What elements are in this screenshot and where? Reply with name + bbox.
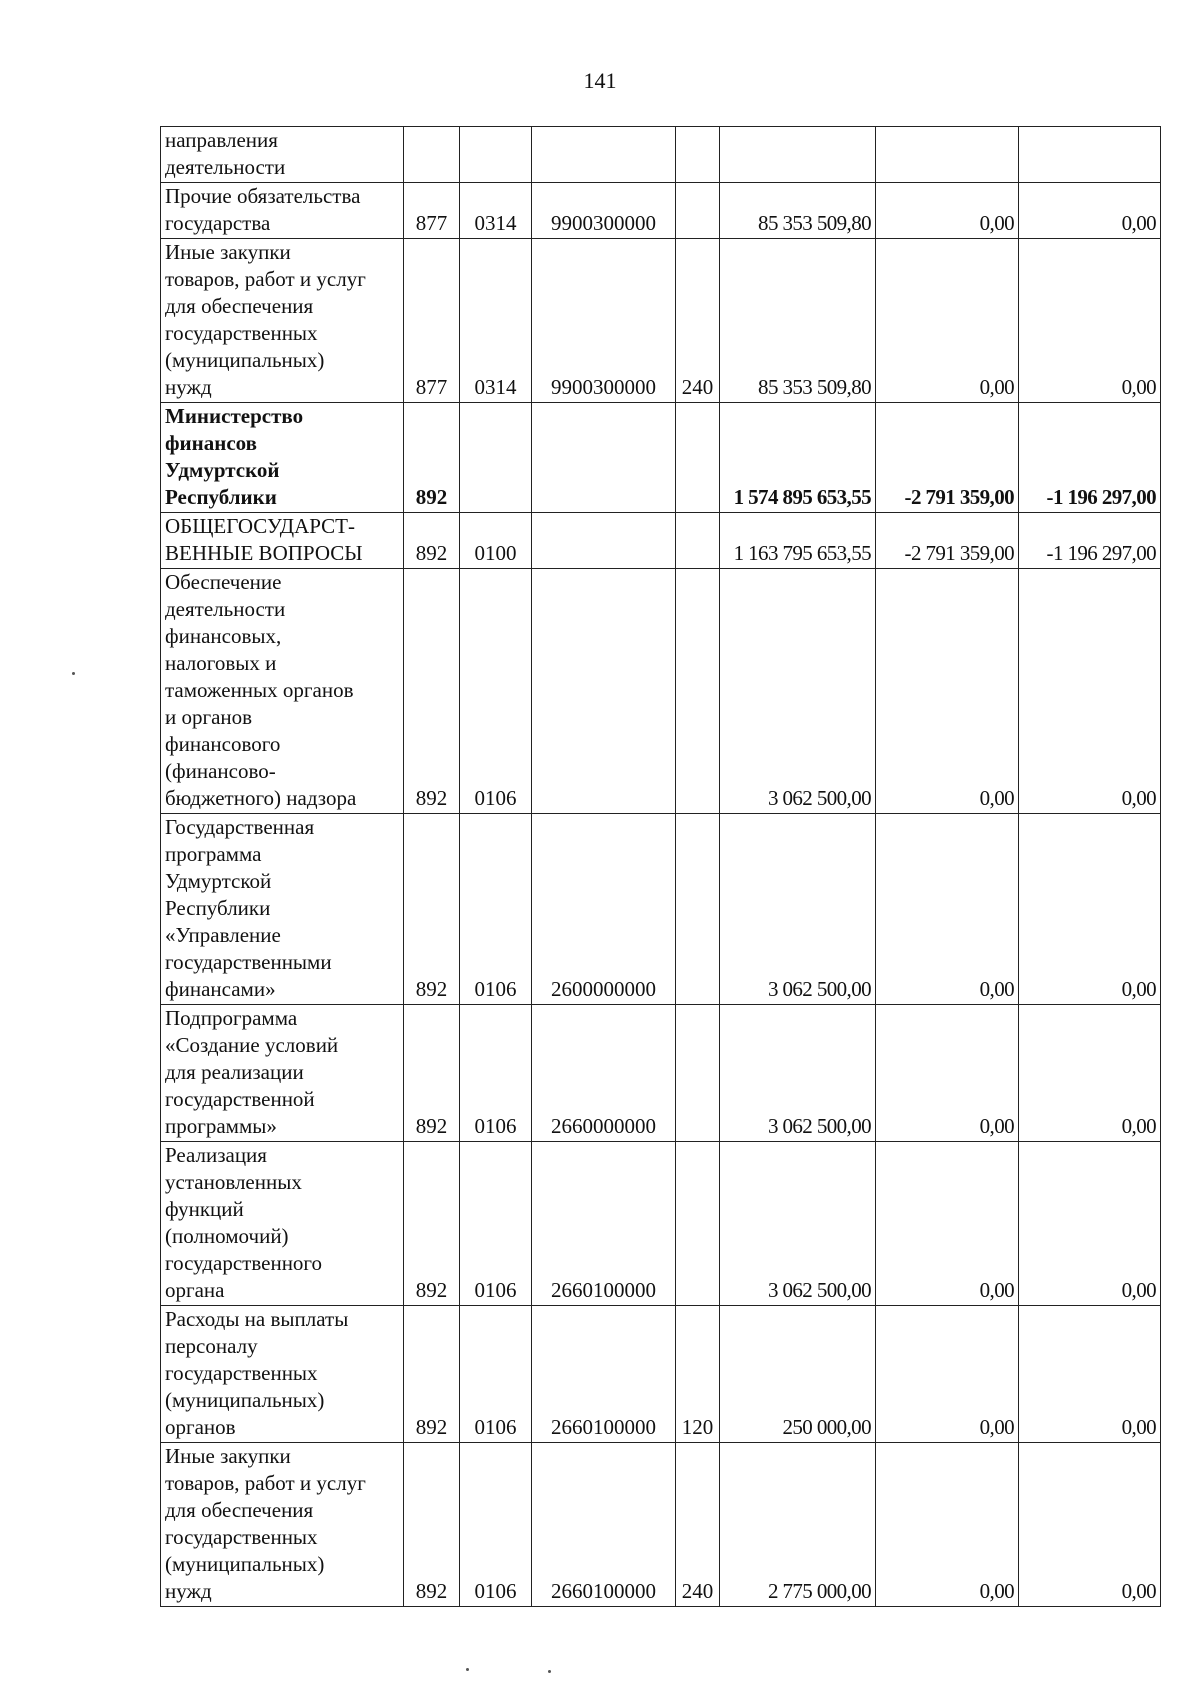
- page-number: 141: [583, 68, 617, 93]
- ministry-code: 892: [404, 513, 460, 569]
- target-article-code: 2660100000: [532, 1306, 676, 1443]
- row-name: Обеспечение деятельности финансовых, налоговых и таможенных органов и органов финансового (финансово- бюджетного) надзора: [161, 569, 404, 814]
- scan-artifact: [72, 672, 75, 675]
- target-article-code: [532, 569, 676, 814]
- target-article-code: 2660000000: [532, 1005, 676, 1142]
- amount-2: -2 791 359,00: [876, 513, 1019, 569]
- row-name: Иные закупки товаров, работ и услуг для обеспечения государственных (муниципальных) нужд: [161, 239, 404, 403]
- target-article-code: [532, 127, 676, 183]
- section-code: 0106: [460, 1306, 532, 1443]
- amount-3: 0,00: [1019, 1142, 1161, 1306]
- ministry-code: 892: [404, 1443, 460, 1607]
- amount-3: -1 196 297,00: [1019, 403, 1161, 513]
- target-article-code: [532, 513, 676, 569]
- row-name: Прочие обязательства государства: [161, 183, 404, 239]
- amount-1: 3 062 500,00: [720, 1005, 876, 1142]
- ministry-code: 892: [404, 569, 460, 814]
- target-article-code: 2660100000: [532, 1142, 676, 1306]
- ministry-code: 892: [404, 1005, 460, 1142]
- amount-3: 0,00: [1019, 814, 1161, 1005]
- table-row: [161, 1142, 1161, 1306]
- table-row: [161, 239, 1161, 403]
- ministry-code: 892: [404, 814, 460, 1005]
- section-code: [460, 403, 532, 513]
- amount-2: 0,00: [876, 183, 1019, 239]
- expense-type-code: [676, 127, 720, 183]
- row-name: Министерство финансов Удмуртской Республики: [161, 403, 404, 513]
- row-name: ОБЩЕГОСУДАРСТ- ВЕННЫЕ ВОПРОСЫ: [161, 513, 404, 569]
- section-code: 0314: [460, 239, 532, 403]
- amount-1: 3 062 500,00: [720, 1142, 876, 1306]
- table-row: [161, 1443, 1161, 1607]
- amount-1: 1 574 895 653,55: [720, 403, 876, 513]
- amount-3: 0,00: [1019, 569, 1161, 814]
- row-name: направления деятельности: [161, 127, 404, 183]
- expense-type-code: [676, 513, 720, 569]
- target-article-code: 9900300000: [532, 239, 676, 403]
- section-code: 0106: [460, 814, 532, 1005]
- ministry-code: [404, 127, 460, 183]
- section-code: 0314: [460, 183, 532, 239]
- table-row: [161, 814, 1161, 1005]
- ministry-code: 892: [404, 403, 460, 513]
- ministry-code: 892: [404, 1142, 460, 1306]
- expense-type-code: [676, 183, 720, 239]
- row-name: Государственная программа Удмуртской Республики «Управление государственными финансами»: [161, 814, 404, 1005]
- expense-type-code: [676, 403, 720, 513]
- amount-3: -1 196 297,00: [1019, 513, 1161, 569]
- amount-2: 0,00: [876, 239, 1019, 403]
- amount-1: 85 353 509,80: [720, 183, 876, 239]
- table-row: [161, 127, 1161, 183]
- table-row: [161, 513, 1161, 569]
- budget-table: [160, 126, 1161, 1607]
- amount-1: 3 062 500,00: [720, 569, 876, 814]
- ministry-code: 877: [404, 239, 460, 403]
- amount-2: 0,00: [876, 1005, 1019, 1142]
- expense-type-code: [676, 1005, 720, 1142]
- amount-2: 0,00: [876, 814, 1019, 1005]
- amount-1: 3 062 500,00: [720, 814, 876, 1005]
- row-name: Расходы на выплаты персоналу государственных (муниципальных) органов: [161, 1306, 404, 1443]
- expense-type-code: [676, 814, 720, 1005]
- section-code: 0100: [460, 513, 532, 569]
- expense-type-code: [676, 569, 720, 814]
- target-article-code: 2600000000: [532, 814, 676, 1005]
- table-row: [161, 403, 1161, 513]
- expense-type-code: 120: [676, 1306, 720, 1443]
- expense-type-code: [676, 1142, 720, 1306]
- amount-2: 0,00: [876, 569, 1019, 814]
- amount-2: -2 791 359,00: [876, 403, 1019, 513]
- amount-3: 0,00: [1019, 1443, 1161, 1607]
- target-article-code: 2660100000: [532, 1443, 676, 1607]
- amount-2: 0,00: [876, 1306, 1019, 1443]
- expense-type-code: 240: [676, 239, 720, 403]
- ministry-code: 892: [404, 1306, 460, 1443]
- table-row: [161, 1306, 1161, 1443]
- table-row: [161, 569, 1161, 814]
- row-name: Иные закупки товаров, работ и услуг для обеспечения государственных (муниципальных) нужд: [161, 1443, 404, 1607]
- scan-artifact: [548, 1670, 551, 1673]
- amount-1: 2 775 000,00: [720, 1443, 876, 1607]
- section-code: [460, 127, 532, 183]
- amount-3: 0,00: [1019, 183, 1161, 239]
- row-name: Подпрограмма «Создание условий для реализации государственной программы»: [161, 1005, 404, 1142]
- section-code: 0106: [460, 569, 532, 814]
- section-code: 0106: [460, 1443, 532, 1607]
- table-row: [161, 1005, 1161, 1142]
- amount-1: 250 000,00: [720, 1306, 876, 1443]
- row-name: Реализация установленных функций (полномочий) государственного органа: [161, 1142, 404, 1306]
- amount-1: [720, 127, 876, 183]
- section-code: 0106: [460, 1142, 532, 1306]
- amount-3: 0,00: [1019, 1005, 1161, 1142]
- ministry-code: 877: [404, 183, 460, 239]
- amount-3: 0,00: [1019, 1306, 1161, 1443]
- amount-3: [1019, 127, 1161, 183]
- target-article-code: 9900300000: [532, 183, 676, 239]
- scan-artifact: [466, 1668, 469, 1671]
- expense-type-code: 240: [676, 1443, 720, 1607]
- amount-2: 0,00: [876, 1142, 1019, 1306]
- amount-1: 85 353 509,80: [720, 239, 876, 403]
- table-row: [161, 183, 1161, 239]
- amount-2: [876, 127, 1019, 183]
- amount-3: 0,00: [1019, 239, 1161, 403]
- section-code: 0106: [460, 1005, 532, 1142]
- amount-1: 1 163 795 653,55: [720, 513, 876, 569]
- amount-2: 0,00: [876, 1443, 1019, 1607]
- budget-table-body: [161, 127, 1161, 1607]
- target-article-code: [532, 403, 676, 513]
